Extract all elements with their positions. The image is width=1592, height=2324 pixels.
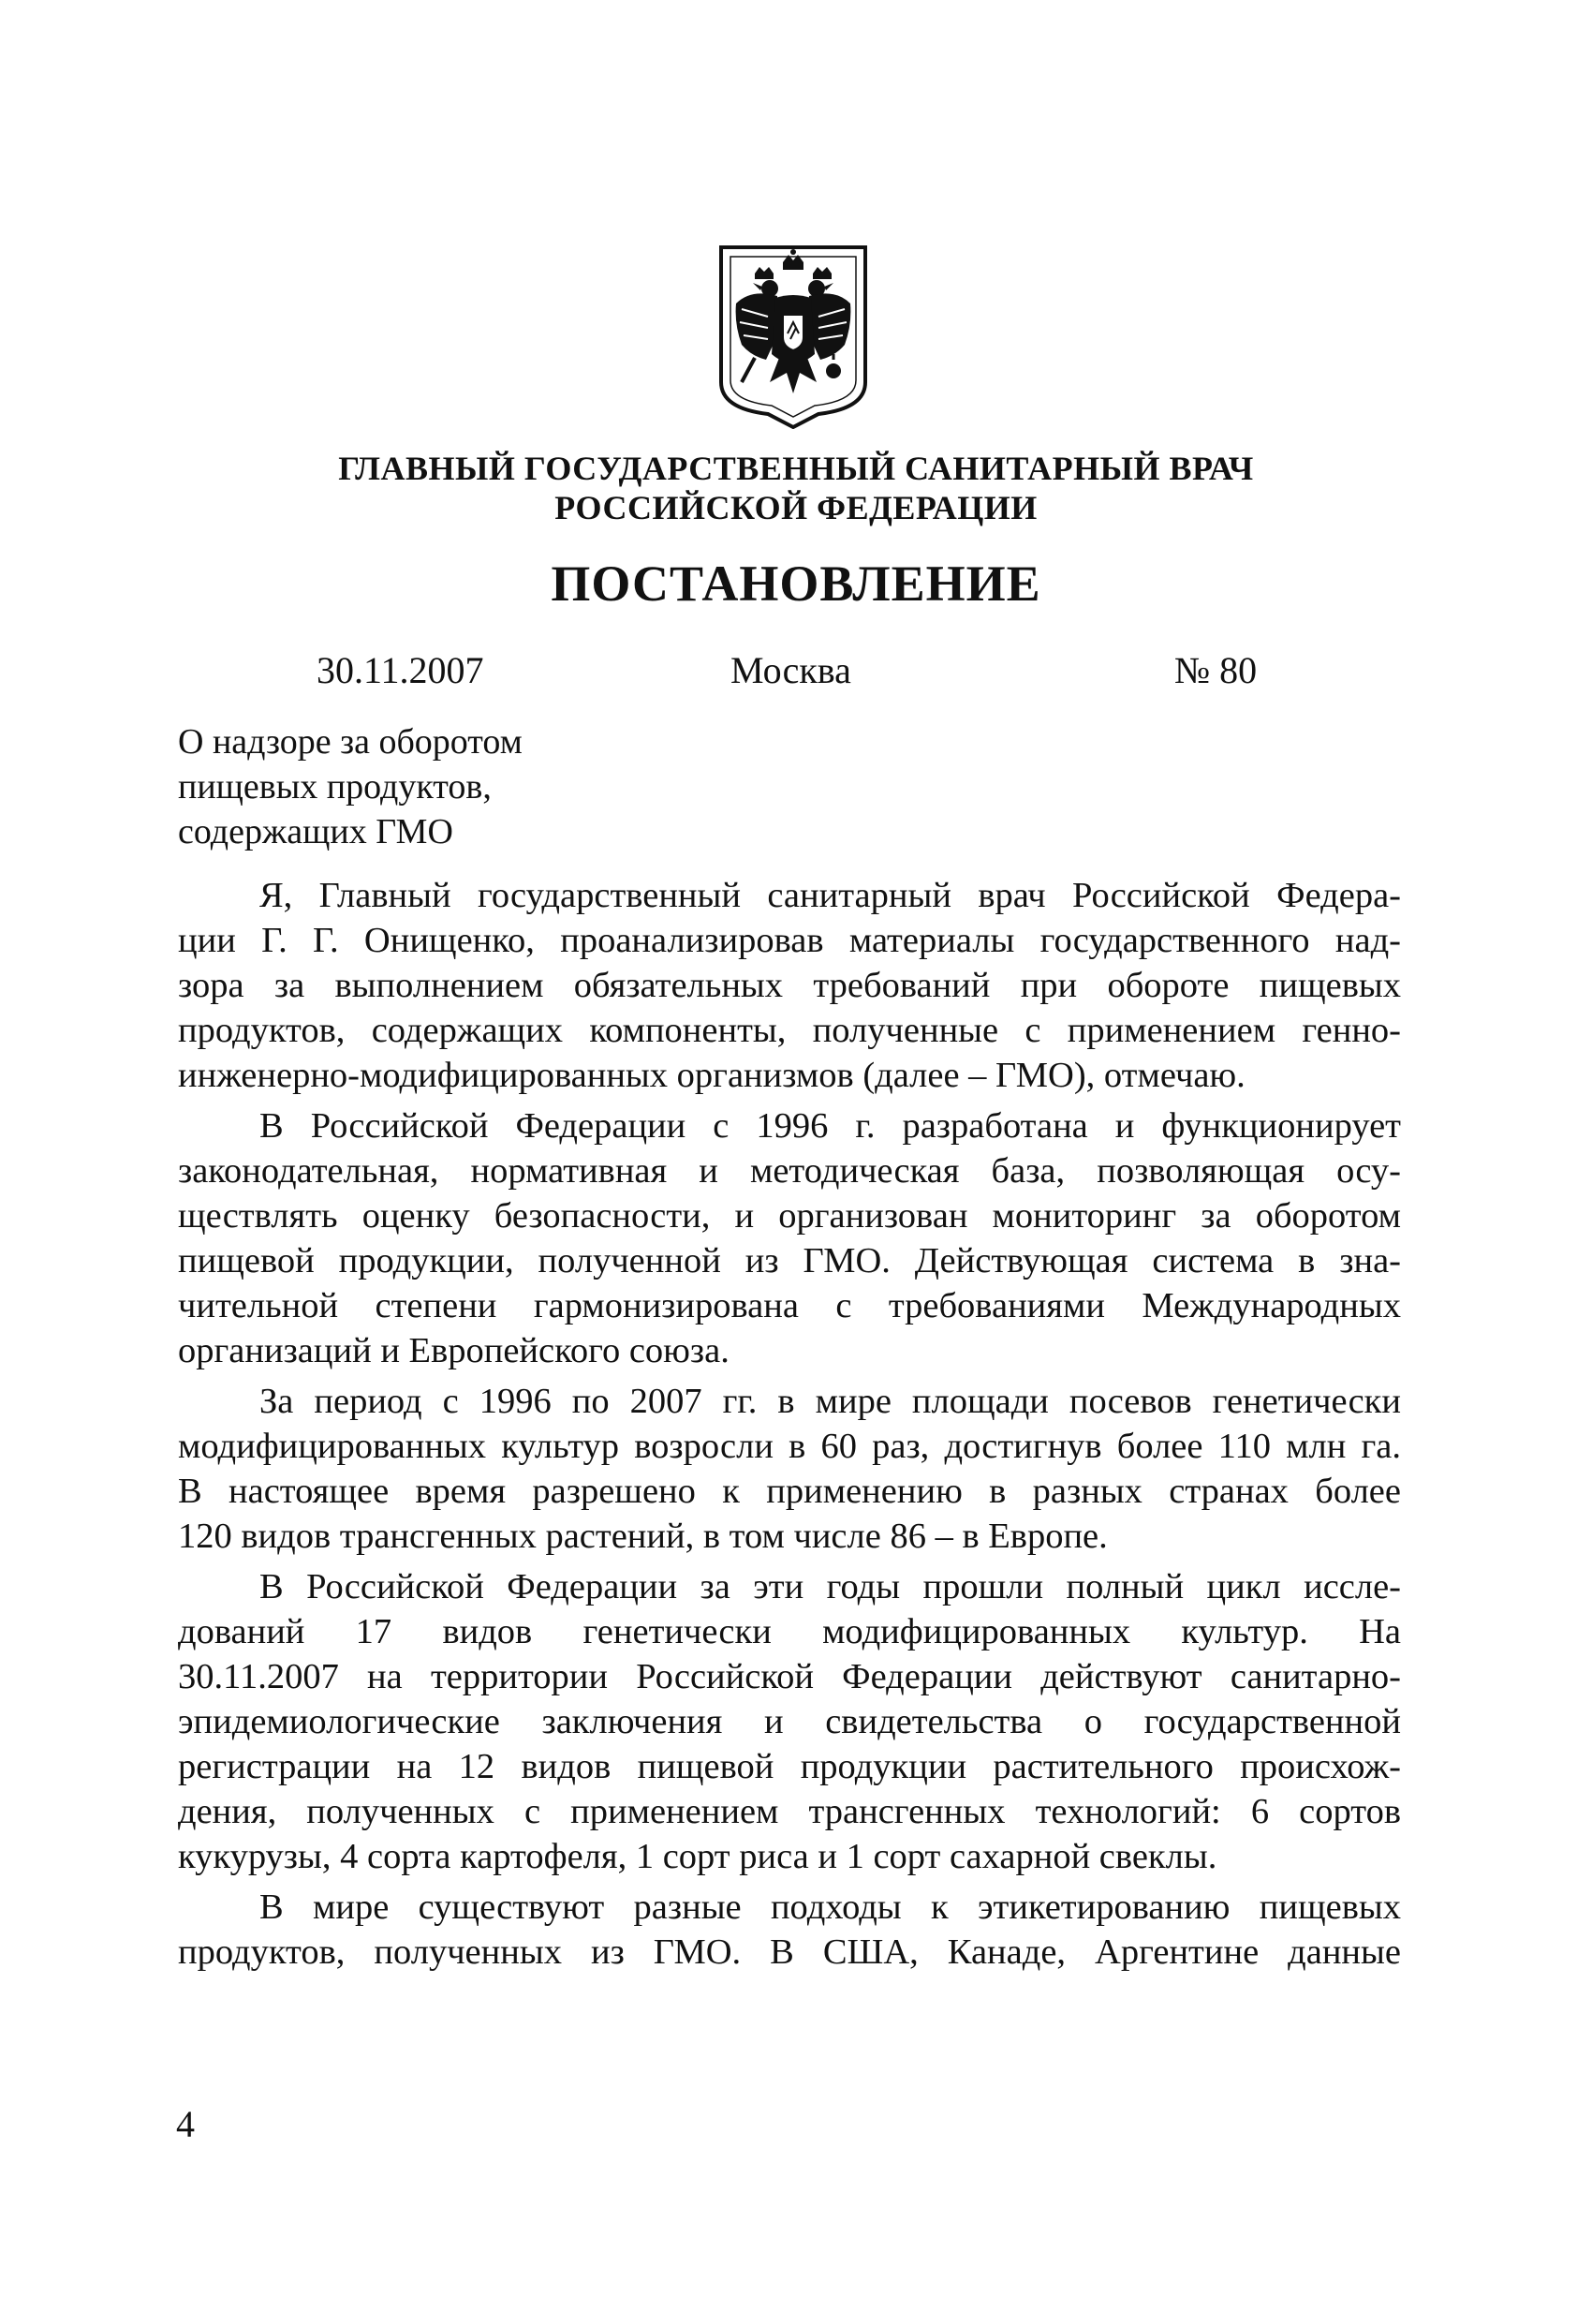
body-line: дований 17 видов генетически модифицированных культур. На: [178, 1612, 1401, 1651]
document-body: [178, 873, 1401, 1975]
body-line: ществлять оценку безопасности, и организован мониторинг за оборотом: [178, 1196, 1401, 1236]
document-subject: [178, 719, 523, 854]
body-line: За период с 1996 по 2007 гг. в мире площади посевов генетически: [259, 1382, 1401, 1421]
body-line: В Российской Федерации за эти годы прошли полный цикл иссле-: [259, 1567, 1401, 1606]
body-line: Я, Главный государственный санитарный врач Российской Федера-: [259, 876, 1401, 915]
body-line: эпидемиологические заключения и свидетельства о государственной: [178, 1702, 1401, 1741]
body-line: ции Г. Г. Онищенко, проанализировав материалы государственного над-: [178, 921, 1401, 960]
document-type-title: ПОСТАНОВЛЕНИЕ: [551, 555, 1041, 612]
body-line: пищевой продукции, полученной из ГМО. Действующая система в зна-: [178, 1241, 1401, 1280]
body-line: В мире существуют разные подходы к этикетированию пищевых: [259, 1887, 1401, 1927]
body-line: продуктов, содержащих компоненты, полученные с применением генно-: [178, 1011, 1401, 1050]
body-line: 120 видов трансгенных растений, в том числе 86 – в Европе.: [178, 1517, 1108, 1556]
subject-line: пищевых продуктов,: [178, 767, 492, 807]
authority-line-2: РОССИЙСКОЙ ФЕДЕРАЦИИ: [554, 489, 1038, 526]
page-number: 4: [176, 2103, 195, 2145]
body-line: модифицированных культур возросли в 60 раз, достигнув более 110 млн га.: [178, 1427, 1401, 1466]
russian-coat-of-arms-icon: [714, 242, 873, 429]
body-line: зора за выполнением обязательных требований при обороте пищевых: [178, 966, 1401, 1005]
document-city: Москва: [730, 649, 851, 691]
subject-line: содержащих ГМО: [178, 812, 453, 851]
body-line: В Российской Федерации с 1996 г. разработана и функционирует: [259, 1106, 1401, 1146]
body-line: регистрации на 12 видов пищевой продукции растительного происхож-: [178, 1747, 1401, 1786]
body-line: организаций и Европейского союза.: [178, 1331, 730, 1370]
body-line: чительной степени гармонизирована с требованиями Международных: [178, 1286, 1401, 1325]
subject-line: О надзоре за оборотом: [178, 722, 523, 762]
body-line: продуктов, полученных из ГМО. В США, Канаде, Аргентине данные: [178, 1932, 1401, 1972]
body-line: В настоящее время разрешено к применению в разных странах более: [178, 1472, 1401, 1511]
document-date: 30.11.2007: [317, 649, 484, 691]
body-line: инженерно-модифицированных организмов (далее – ГМО), отмечаю.: [178, 1056, 1246, 1095]
body-line: законодательная, нормативная и методическая база, позволяющая осу-: [178, 1151, 1401, 1191]
document-number: № 80: [1174, 649, 1258, 691]
body-line: дения, полученных с применением трансгенных технологий: 6 сортов: [178, 1792, 1401, 1831]
body-line: 30.11.2007 на территории Российской Федерации действуют санитарно-: [178, 1657, 1401, 1696]
body-line: кукурузы, 4 сорта картофеля, 1 сорт риса и 1 сорт сахарной свеклы.: [178, 1837, 1217, 1876]
authority-line-1: ГЛАВНЫЙ ГОСУДАРСТВЕННЫЙ САНИТАРНЫЙ ВРАЧ: [338, 450, 1254, 487]
